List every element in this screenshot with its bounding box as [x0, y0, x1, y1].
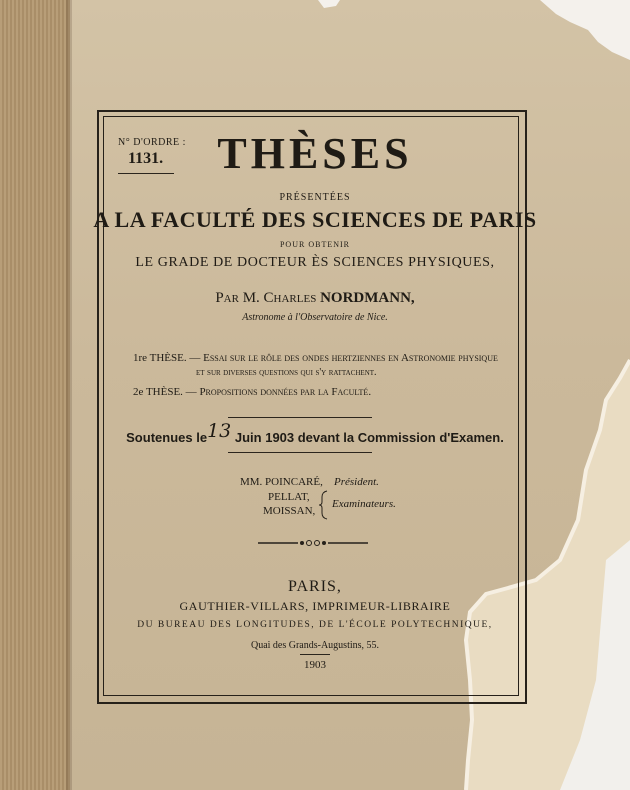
jury-examiner-2: MOISSAN, — [263, 505, 316, 517]
page-title: THÈSES — [217, 129, 413, 178]
divider-top — [228, 417, 372, 418]
thesis-2-label: THÈSE. — — [145, 386, 197, 398]
author-line — [0, 290, 630, 307]
city-line: PARIS, — [288, 578, 342, 595]
thesis-1-text-continued: et sur diverses questions qui s'y rattachent. — [196, 367, 377, 378]
presented-line: PRÉSENTÉES — [279, 192, 351, 203]
author-name: NORDMANN, — [320, 290, 415, 306]
defense-day-handwritten: 13 — [207, 420, 232, 442]
address-line: Quai des Grands-Augustins, 55. — [250, 640, 380, 651]
ordre-label: N° D'ORDRE : — [118, 137, 186, 148]
defense-prefix: Soutenues le — [126, 430, 208, 445]
jury-brace — [318, 490, 330, 520]
year-rule — [300, 654, 330, 655]
jury-examiners-role: Examinateurs. — [332, 498, 396, 510]
jury-president: MM. POINCARÉ, — [240, 476, 323, 488]
thesis-1-text: Essai sur le rôle des ondes hertziennes en Astronomie physique — [203, 352, 498, 364]
publisher-line: GAUTHIER-VILLARS, IMPRIMEUR-LIBRAIRE — [179, 599, 451, 613]
thesis-1-line — [133, 352, 498, 364]
author-title: Astronome à l'Observatoire de Nice. — [242, 312, 388, 323]
divider-bottom — [228, 452, 372, 453]
author-prefix: Par M. Charles — [215, 290, 317, 306]
ordre-number: 1131. — [128, 150, 164, 167]
jury-president-role: Président. — [334, 476, 379, 488]
thesis-2-text: Propositions données par la Faculté. — [199, 386, 372, 398]
jury-examiner-1: PELLAT, — [268, 491, 310, 503]
faculty-line: A LA FACULTÉ DES SCIENCES DE PARIS — [93, 207, 537, 232]
grade-line: LE GRADE DE DOCTEUR ÈS SCIENCES PHYSIQUES, — [135, 255, 495, 270]
thesis-1-label: THÈSE. — — [149, 352, 201, 364]
defense-line — [0, 420, 630, 447]
bureau-line: DU BUREAU DES LONGITUDES, DE L'ÉCOLE POLYTECHNIQUE, — [137, 620, 493, 630]
defense-suffix: Juin 1903 devant la Commission d'Examen. — [234, 430, 504, 445]
pour-obtenir-line: POUR OBTENIR — [279, 240, 350, 249]
publication-year: 1903 — [304, 659, 326, 671]
thesis-1-number: 1re — [133, 352, 148, 364]
ornament-divider — [258, 538, 368, 548]
thesis-2-number: 2e — [133, 386, 144, 398]
thesis-2-line — [133, 386, 371, 398]
